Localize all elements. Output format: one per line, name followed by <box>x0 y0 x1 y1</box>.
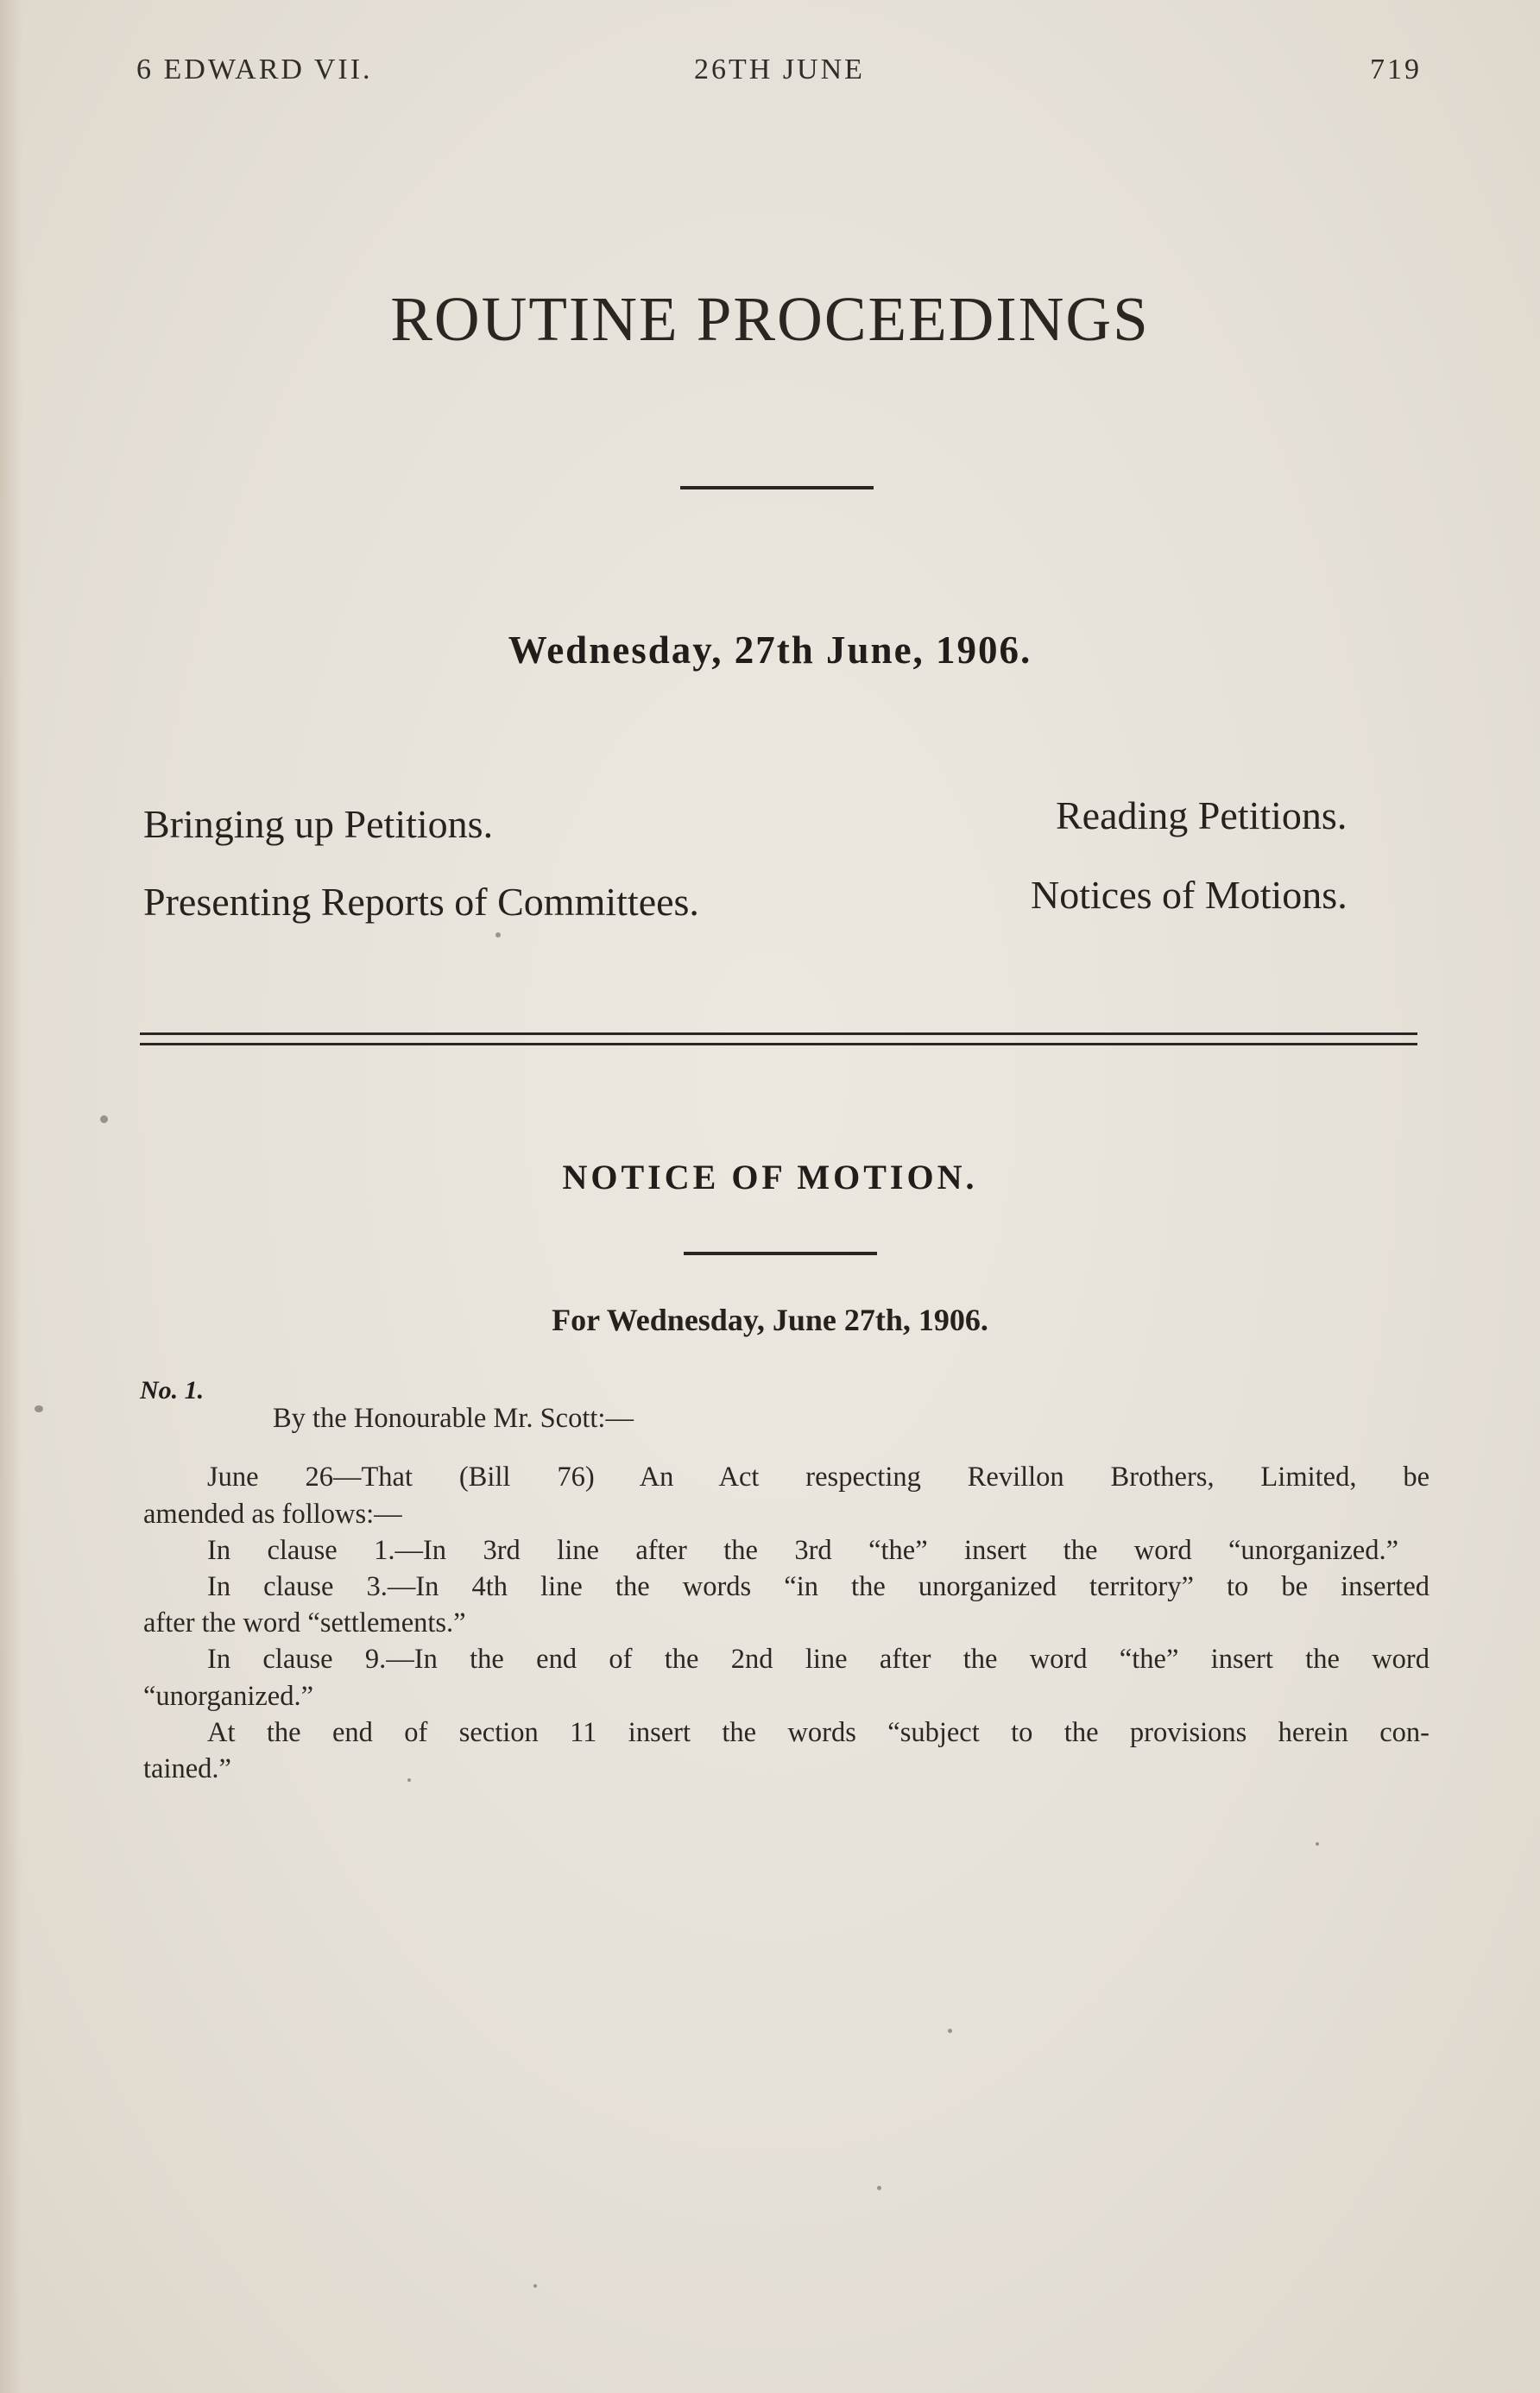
motion-line: tained.” <box>143 1753 231 1784</box>
paper-speck <box>948 2029 952 2033</box>
motion-line: “unorganized.” <box>143 1681 314 1712</box>
motion-line: In clause 9.—In the end of the 2nd line after the word “the” insert the word <box>207 1644 1430 1675</box>
motion-line: after the word “settlements.” <box>143 1607 466 1638</box>
item-number: No. 1. <box>140 1376 205 1405</box>
sub-date-heading: For Wednesday, June 27th, 1906. <box>552 1303 988 1337</box>
title-divider <box>680 486 874 489</box>
double-rule-top <box>140 1032 1417 1035</box>
double-rule-bottom <box>140 1043 1417 1045</box>
routine-item-reading-petitions: Reading Petitions. <box>1056 793 1348 837</box>
motion-line: In clause 3.—In 4th line the words “in the unorganized territory” to be inserted <box>207 1571 1430 1602</box>
paper-speck <box>877 2186 881 2190</box>
section-title: NOTICE OF MOTION. <box>562 1158 978 1196</box>
date-heading: Wednesday, 27th June, 1906. <box>508 628 1032 672</box>
page-title: ROUTINE PROCEEDINGS <box>390 284 1150 354</box>
paper-speck <box>407 1778 411 1782</box>
motion-by-line: By the Honourable Mr. Scott:— <box>273 1403 634 1434</box>
motion-line: amended as follows:— <box>143 1499 402 1530</box>
motion-line: In clause 1.—In 3rd line after the 3rd “the” insert the word “unorganized.” <box>207 1535 1398 1566</box>
paper-speck <box>35 1405 43 1412</box>
header-session: 6 EDWARD VII. <box>136 54 373 85</box>
page-number: 719 <box>1370 54 1422 85</box>
header-date: 26TH JUNE <box>694 54 865 85</box>
paper-speck <box>100 1115 108 1123</box>
paper-speck <box>1316 1842 1319 1846</box>
paper-speck <box>533 2284 537 2288</box>
motion-line: June 26—That (Bill 76) An Act respecting Revillon Brothers, Limited, be <box>207 1462 1430 1493</box>
routine-item-presenting-reports: Presenting Reports of Committees. <box>143 880 699 924</box>
routine-item-notices-of-motions: Notices of Motions. <box>1031 873 1348 917</box>
motion-line: At the end of section 11 insert the words “subject to the provisions herein con- <box>207 1717 1430 1748</box>
paper-speck <box>495 932 501 938</box>
routine-item-bringing-petitions: Bringing up Petitions. <box>143 802 494 846</box>
section-divider <box>684 1252 877 1255</box>
